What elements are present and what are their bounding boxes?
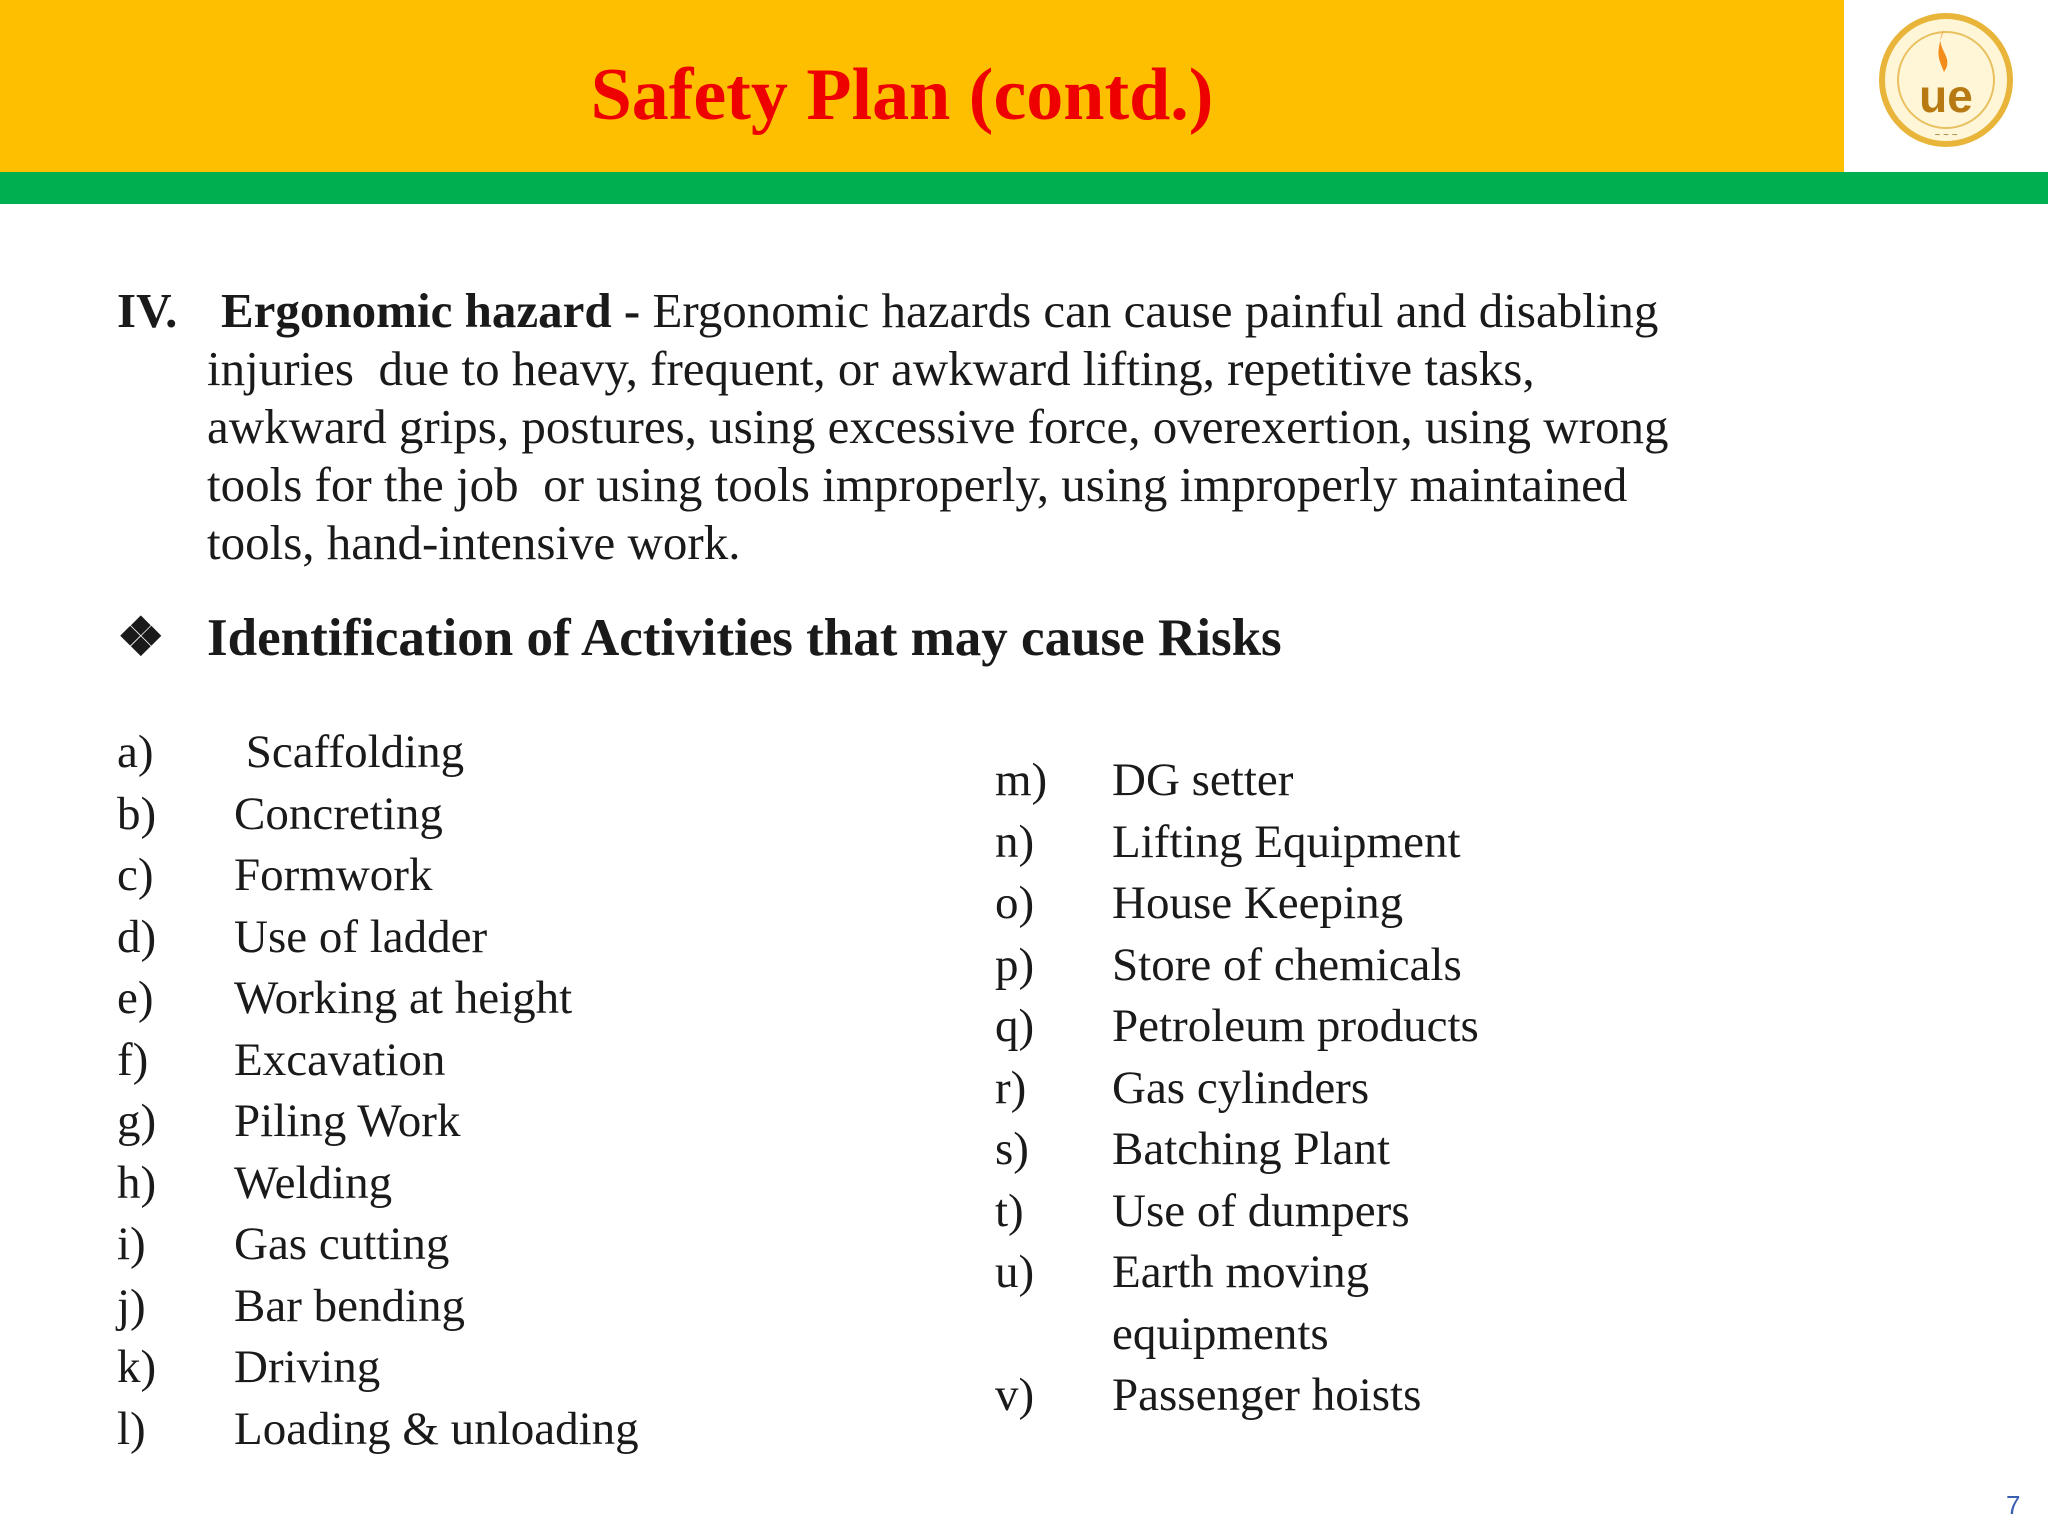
list-item-label: g) bbox=[117, 1095, 157, 1147]
ergonomic-hazard-paragraph bbox=[117, 282, 1757, 572]
svg-text:ue: ue bbox=[1919, 70, 1973, 122]
list-item-label: k) bbox=[117, 1341, 157, 1393]
list-item bbox=[117, 1276, 639, 1338]
list-item bbox=[117, 1091, 639, 1153]
list-item-label: q) bbox=[995, 1000, 1035, 1052]
list-item bbox=[117, 845, 639, 907]
list-item bbox=[117, 784, 639, 846]
list-item-text: Formwork bbox=[234, 849, 433, 901]
list-item bbox=[995, 1058, 1479, 1120]
activity-list-left bbox=[117, 722, 639, 1460]
list-item-label: b) bbox=[117, 787, 157, 840]
list-item-label: l) bbox=[117, 1402, 146, 1455]
diamond-bullet-icon: ❖ bbox=[117, 609, 165, 667]
list-item-text: Lifting Equipment bbox=[1112, 815, 1461, 868]
list-item bbox=[117, 722, 639, 784]
list-item-text: Working at height bbox=[234, 972, 573, 1024]
list-item bbox=[117, 1399, 639, 1461]
list-item-label: e) bbox=[117, 972, 154, 1024]
list-item-text: House Keeping bbox=[1112, 877, 1404, 929]
list-item-label: u) bbox=[995, 1246, 1035, 1298]
list-item-text: Bar bending bbox=[234, 1279, 466, 1332]
paragraph-line: Ergonomic hazards can cause painful and disabling bbox=[640, 283, 1659, 338]
paragraph-line: injuries due to heavy, frequent, or awkward lifting, repetitive tasks, bbox=[207, 341, 1535, 396]
list-item-label: d) bbox=[117, 910, 157, 963]
list-item bbox=[995, 1119, 1479, 1181]
list-item bbox=[995, 1181, 1479, 1243]
list-item bbox=[117, 1214, 639, 1276]
list-item-label: h) bbox=[117, 1156, 157, 1209]
list-item bbox=[995, 873, 1479, 935]
section-term: Ergonomic hazard - bbox=[221, 283, 641, 338]
list-item-label: v) bbox=[995, 1369, 1035, 1421]
list-item-label: r) bbox=[995, 1061, 1027, 1114]
list-item-label: f) bbox=[117, 1033, 149, 1086]
list-item bbox=[117, 1030, 639, 1092]
svg-text:~ ~ ~: ~ ~ ~ bbox=[1934, 130, 1958, 141]
list-item-text: Gas cutting bbox=[234, 1218, 450, 1270]
list-item-text: Use of dumpers bbox=[1112, 1184, 1410, 1237]
list-item-text: Store of chemicals bbox=[1112, 938, 1462, 991]
list-item-text: DG setter bbox=[1112, 754, 1294, 806]
list-item-label: o) bbox=[995, 877, 1035, 929]
list-item-text: Petroleum products bbox=[1112, 1000, 1479, 1052]
paragraph-line: tools for the job or using tools improperly, using improperly maintained bbox=[207, 457, 1628, 512]
page-number: 7 bbox=[2006, 1490, 2021, 1520]
list-item-text: Concreting bbox=[234, 787, 443, 840]
list-item-text: Batching Plant bbox=[1112, 1123, 1391, 1175]
list-item bbox=[995, 1365, 1479, 1427]
paragraph-line: awkward grips, postures, using excessive force, overexertion, using wrong bbox=[207, 399, 1669, 454]
list-item-text: Excavation bbox=[234, 1033, 446, 1086]
section-number: IV. bbox=[117, 283, 178, 338]
list-item-label: c) bbox=[117, 849, 154, 901]
list-item bbox=[117, 907, 639, 969]
page-title: Safety Plan (contd.) bbox=[590, 54, 1214, 136]
list-item bbox=[117, 1337, 639, 1399]
list-item bbox=[117, 968, 639, 1030]
subheading bbox=[117, 606, 1517, 670]
list-item-text: Gas cylinders bbox=[1112, 1061, 1370, 1114]
list-item-text: Earth moving bbox=[1112, 1246, 1370, 1298]
list-item-label: p) bbox=[995, 938, 1035, 991]
list-item-text: Passenger hoists bbox=[1112, 1369, 1422, 1421]
list-item-label: s) bbox=[995, 1123, 1029, 1175]
paragraph-line: tools, hand-intensive work. bbox=[207, 515, 741, 570]
list-item-text: Piling Work bbox=[234, 1095, 461, 1147]
list-item bbox=[117, 1153, 639, 1215]
list-item bbox=[995, 935, 1479, 997]
logo-box bbox=[1844, 0, 2048, 172]
subheading-text: Identification of Activities that may cause Risks bbox=[207, 609, 1282, 667]
list-item-text: Scaffolding bbox=[234, 726, 465, 778]
list-item-label: j) bbox=[117, 1279, 146, 1332]
list-item-text: Welding bbox=[234, 1156, 393, 1209]
list-item-label: a) bbox=[117, 726, 154, 778]
list-item bbox=[995, 1242, 1479, 1304]
list-item-label: t) bbox=[995, 1184, 1024, 1237]
university-logo-icon bbox=[1844, 0, 2048, 172]
list-item-continuation: equipments bbox=[1112, 1307, 1329, 1360]
list-item-label: m) bbox=[995, 754, 1048, 806]
paragraph-first-line bbox=[117, 282, 1757, 340]
list-item bbox=[995, 750, 1479, 812]
list-item-label: n) bbox=[995, 815, 1035, 868]
list-item bbox=[995, 996, 1479, 1058]
list-item bbox=[995, 812, 1479, 874]
list-item-text: Driving bbox=[234, 1341, 381, 1393]
list-item-label: i) bbox=[117, 1218, 146, 1270]
list-item-text: Use of ladder bbox=[234, 910, 488, 963]
list-item-text: Loading & unloading bbox=[234, 1402, 639, 1455]
green-strip bbox=[0, 172, 2048, 204]
activity-list-right bbox=[995, 750, 1479, 1427]
